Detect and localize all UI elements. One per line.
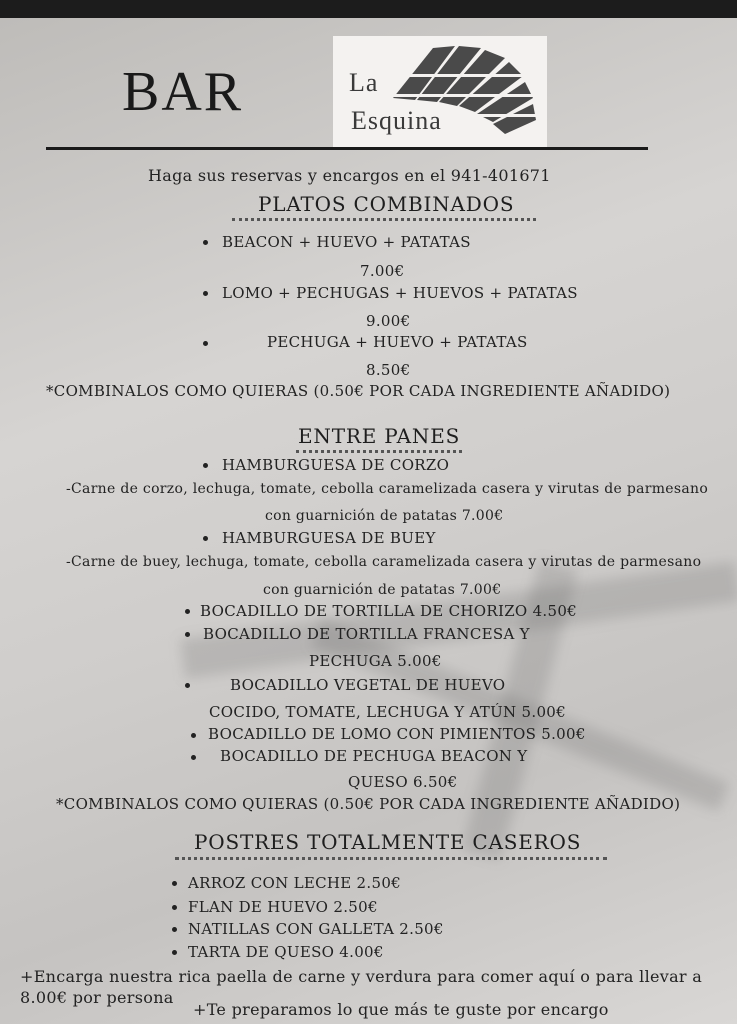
logo xyxy=(333,36,547,148)
top-bar xyxy=(0,0,737,18)
dessert-item: TARTA DE QUESO 4.00€ xyxy=(188,943,384,961)
paella-price: 8.00€ por persona xyxy=(20,988,174,1007)
heading-dots xyxy=(296,450,462,453)
bullet-icon xyxy=(172,905,177,910)
combine-note: *COMBINALOS COMO QUIERAS (0.50€ POR CADA INGREDIENTE AÑADIDO) xyxy=(46,382,671,400)
logo-esquina: Esquina xyxy=(351,106,442,135)
header-rule xyxy=(46,147,648,150)
section-heading-panes: ENTRE PANES xyxy=(298,424,461,448)
bullet-icon xyxy=(203,240,208,245)
menu-item: BOCADILLO DE LOMO CON PIMIENTOS 5.00€ xyxy=(208,725,586,743)
bullet-icon xyxy=(185,683,190,688)
bullet-icon xyxy=(203,536,208,541)
section-heading-platos: PLATOS COMBINADOS xyxy=(258,192,515,216)
bullet-icon xyxy=(203,341,208,346)
menu-item: BOCADILLO DE TORTILLA FRANCESA Y xyxy=(203,625,530,643)
custom-order-note: +Te preparamos lo que más te guste por encargo xyxy=(193,1000,609,1019)
bullet-icon xyxy=(191,733,196,738)
bullet-icon xyxy=(172,881,177,886)
bar-title: BAR xyxy=(122,61,244,123)
menu-item: HAMBURGUESA DE BUEY xyxy=(222,529,436,547)
menu-item: BEACON + HUEVO + PATATAS xyxy=(222,233,471,251)
dessert-item: FLAN DE HUEVO 2.50€ xyxy=(188,898,378,916)
menu-item: BOCADILLO DE PECHUGA BEACON Y xyxy=(220,747,528,765)
paella-note: +Encarga nuestra rica paella de carne y verdura para comer aquí o para llevar a xyxy=(20,967,703,986)
menu-item: BOCADILLO DE TORTILLA DE CHORIZO 4.50€ xyxy=(200,602,578,620)
menu-price: 7.00€ xyxy=(360,262,405,280)
item-description: -Carne de buey, lechuga, tomate, cebolla caramelizada casera y virutas de parmesano xyxy=(66,554,702,570)
menu-item: PECHUGA + HUEVO + PATATAS xyxy=(267,333,528,351)
item-description: con guarnición de patatas 7.00€ xyxy=(263,582,502,598)
menu-item-cont: COCIDO, TOMATE, LECHUGA Y ATÚN 5.00€ xyxy=(209,703,566,721)
bullet-icon xyxy=(172,950,177,955)
menu-item: BOCADILLO VEGETAL DE HUEVO xyxy=(230,676,506,694)
combine-note: *COMBINALOS COMO QUIERAS (0.50€ POR CADA INGREDIENTE AÑADIDO) xyxy=(56,795,681,813)
reservations-line: Haga sus reservas y encargos en el 941-401671 xyxy=(148,166,551,185)
bullet-icon xyxy=(185,609,190,614)
bullet-icon xyxy=(203,291,208,296)
logo-la: La xyxy=(349,68,379,97)
shadow-decor xyxy=(180,561,737,679)
menu-item: HAMBURGUESA DE CORZO xyxy=(222,456,450,474)
menu-item: LOMO + PECHUGAS + HUEVOS + PATATAS xyxy=(222,284,578,302)
menu-item-cont: QUESO 6.50€ xyxy=(348,773,458,791)
item-description: -Carne de corzo, lechuga, tomate, cebolla caramelizada casera y virutas de parmesano xyxy=(66,481,709,497)
bullet-icon xyxy=(172,927,177,932)
menu-price: 8.50€ xyxy=(366,361,411,379)
menu-price: 9.00€ xyxy=(366,312,411,330)
menu-item-cont: PECHUGA 5.00€ xyxy=(309,652,442,670)
bullet-icon xyxy=(185,632,190,637)
heading-dots xyxy=(232,218,536,221)
dessert-item: NATILLAS CON GALLETA 2.50€ xyxy=(188,920,444,938)
dessert-item: ARROZ CON LECHE 2.50€ xyxy=(188,874,402,892)
heading-dots xyxy=(175,857,607,860)
bullet-icon xyxy=(203,463,208,468)
item-description: con guarnición de patatas 7.00€ xyxy=(265,508,504,524)
section-heading-postres: POSTRES TOTALMENTE CASEROS xyxy=(194,830,582,854)
bullet-icon xyxy=(191,755,196,760)
